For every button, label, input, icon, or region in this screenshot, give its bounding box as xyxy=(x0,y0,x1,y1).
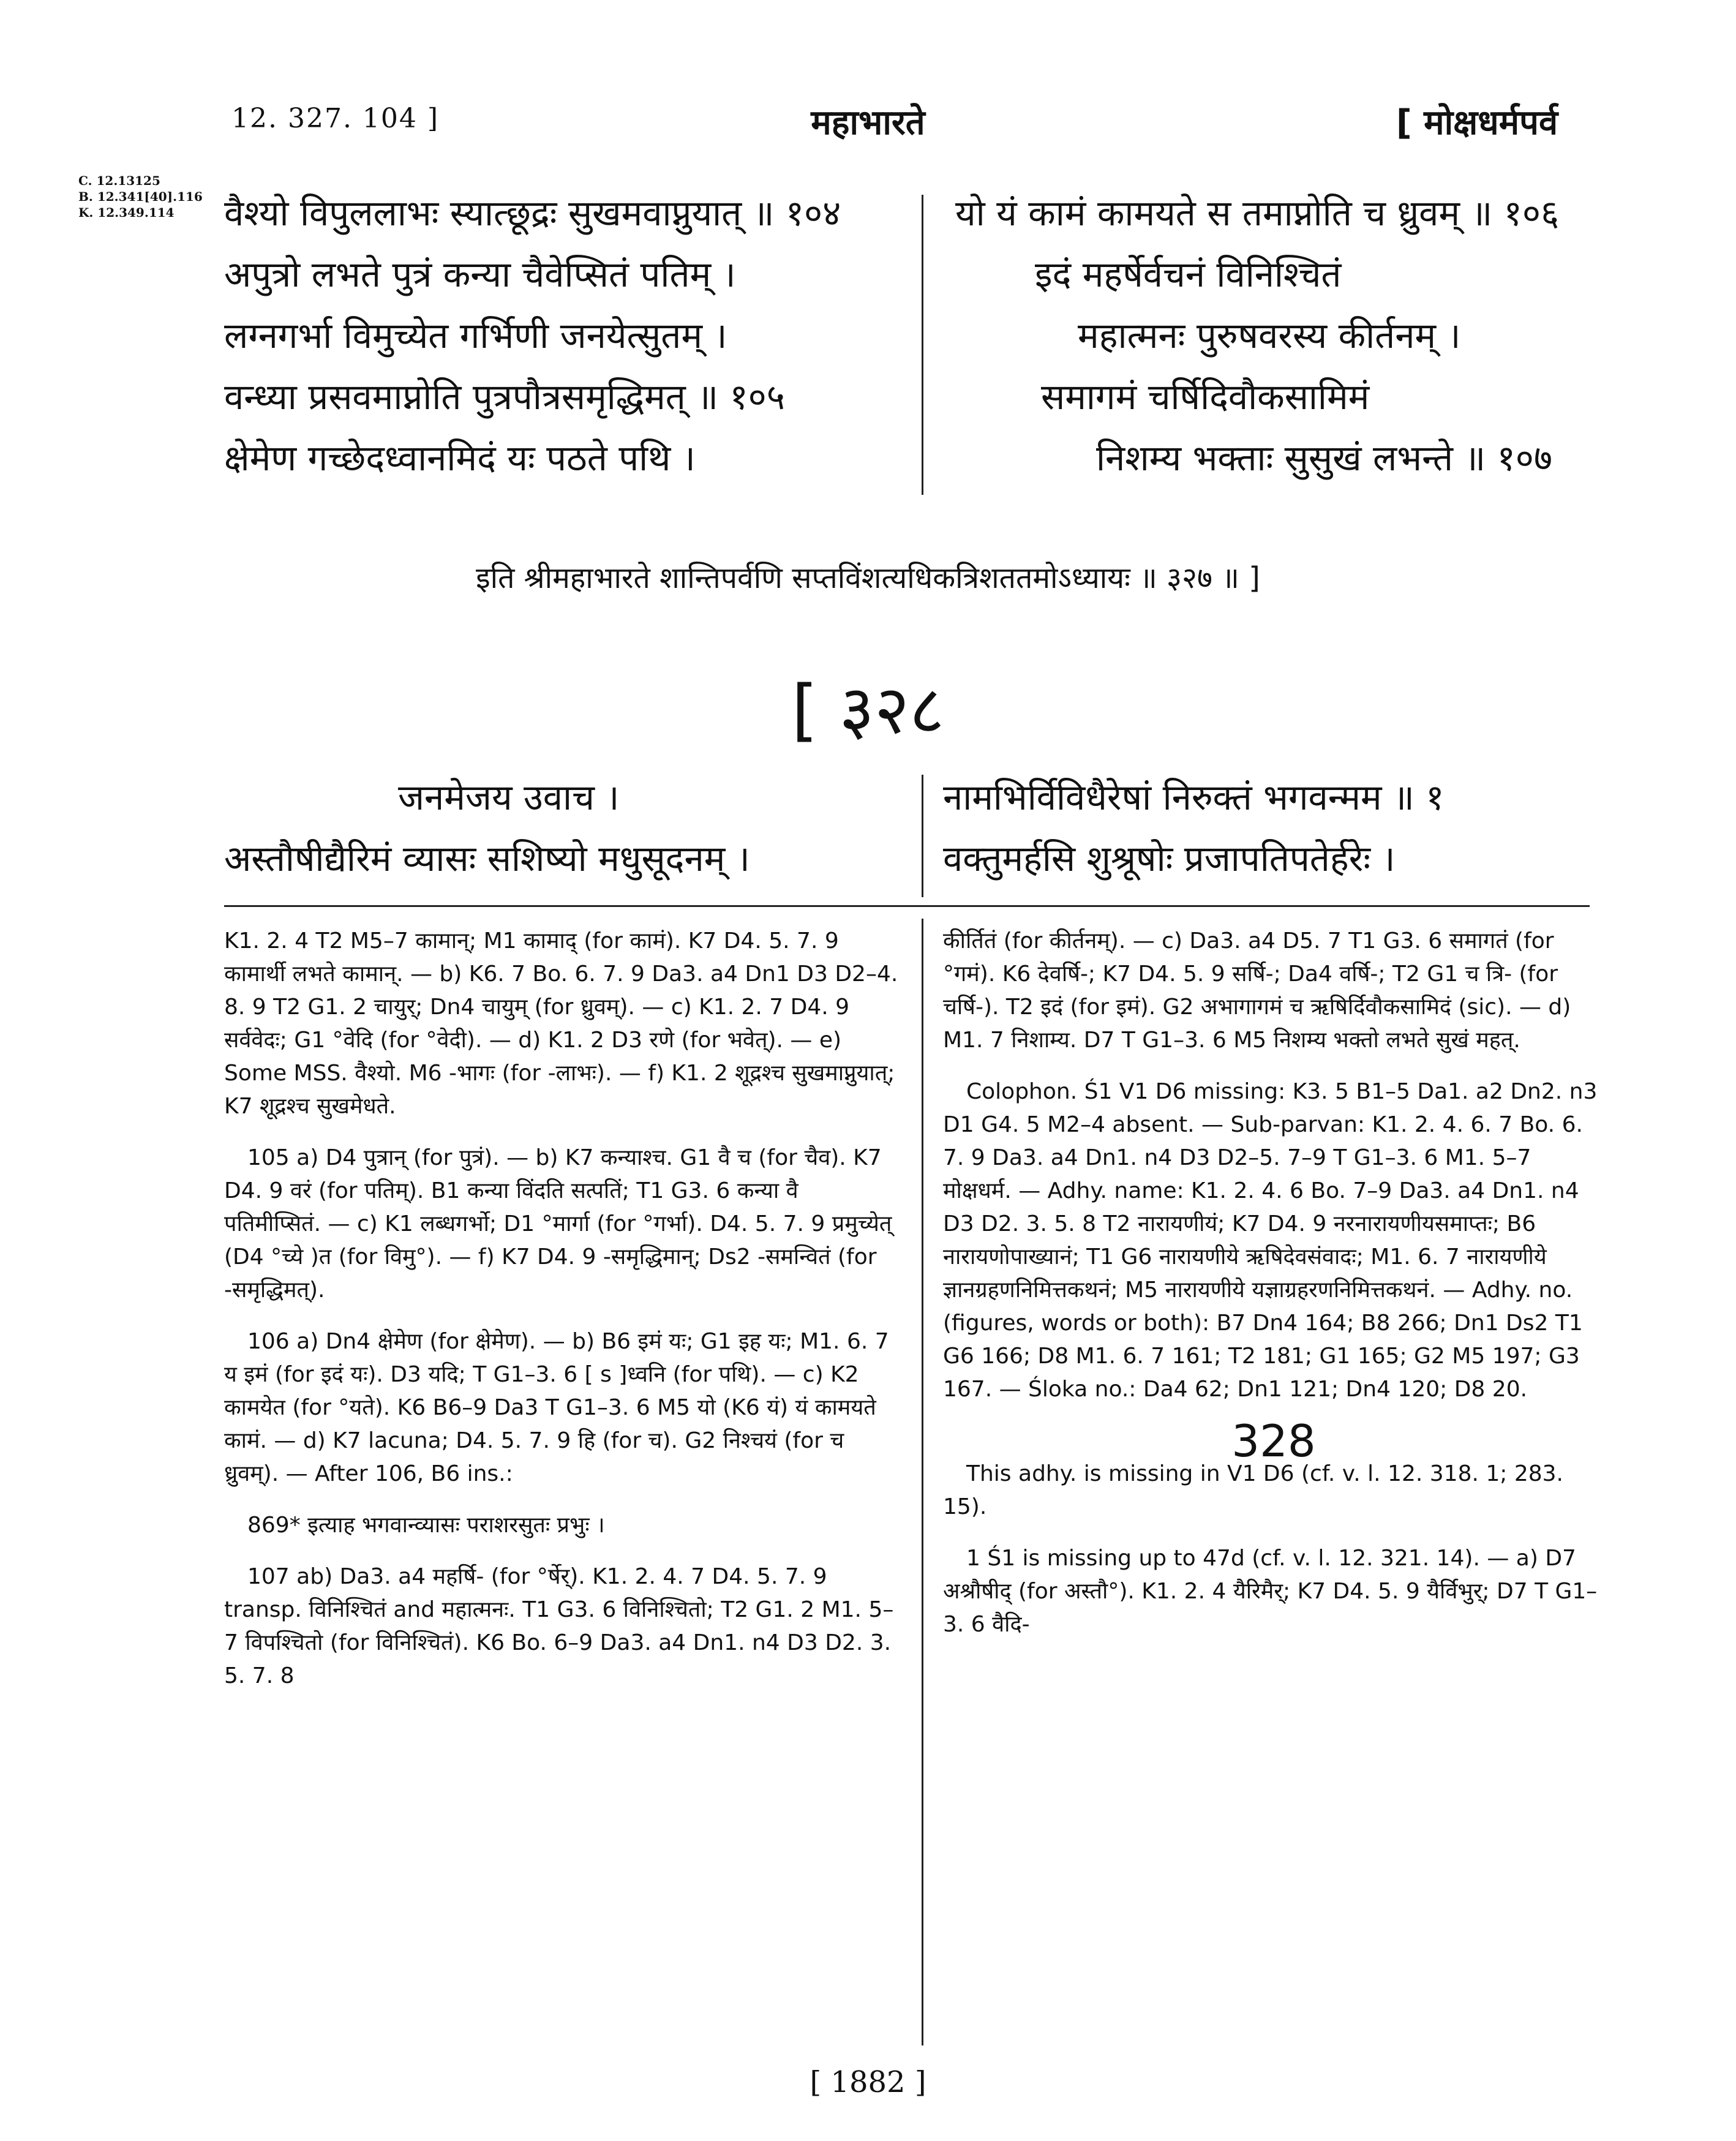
speaker-line: जनमेजय उवाच । xyxy=(398,777,620,818)
chapter-heading: [ ३२८ xyxy=(791,671,945,749)
verse-line: वक्तुमर्हसि शुश्रूषोः प्रजापतिपतेर्हरेः । xyxy=(943,838,1396,879)
concordance-ref: C. 12.13125 xyxy=(78,173,160,188)
verse-line: क्षेमेण गच्छेदध्वानमिदं यः पठते पथि । xyxy=(224,437,696,479)
verse-line: यो यं कामं कामयते स तमाप्नोति च ध्रुवम् ॥ १०६ xyxy=(955,192,1560,234)
verse-line: इदं महर्षेर्वचनं विनिश्चितं xyxy=(1035,254,1342,295)
page-number: [ 1882 ] xyxy=(810,2065,926,2099)
page-header-reference: 12. 327. 104 ] xyxy=(231,103,440,134)
apparatus-note: कीर्तितं (for कीर्तनम्). — c) Da3. a4 D5. 7 T1 G3. 6 समागतं (for °गमं). K6 देवर्षि-; K7 D4. 5. 9 सर्षि-; Da4 वर्षि-; T2 G1 च त्रि- (for चर्षि-). T2 इदं (for इमं). G2 अभागागमं च ऋषिर्दिवौकसामिदं (sic). — d) M1. 7 निशाम्य. D7 T G1–3. 6 M5 निशम्य भक्तो लभते सुखं महत्. xyxy=(943,928,1571,1053)
verse-line: अस्तौषीद्यैरिमं व्यासः सशिष्यो मधुसूदनम् । xyxy=(224,838,750,879)
verse-line: नामभिर्विविधैरेषां निरुक्तं भगवन्मम ॥ १ xyxy=(943,777,1445,818)
verse-line: निशम्य भक्ताः सुसुखं लभन्ते ॥ १०७ xyxy=(1096,437,1553,479)
page-header-parvan: [ मोक्षधर्मपर्व xyxy=(1396,103,1558,143)
column-divider xyxy=(922,195,923,495)
verse-line: वैश्यो विपुललाभः स्यात्छूद्रः सुखमवाप्नुयात् ॥ १०४ xyxy=(224,192,841,234)
apparatus-note: K1. 2. 4 T2 M5–7 कामान्; M1 कामाद् (for कामं). K7 D4. 5. 7. 9 कामार्थी लभते कामान्. — b) K6. 7 Bo. 6. 7. 9 Da3. a4 Dn1 D3 D2–4. 8. 9 T2 G1. 2 चायुर्; Dn4 चायुम् (for ध्रुवम्). — c) K1. 2. 7 D4. 9 सर्ववेदः; G1 °वेदि (for °वेदी). — d) K1. 2 D3 रणे (for भवेत्). — e) Some MSS. वैश्यो. M6 -भागः (for -लाभः). — f) K1. 2 शूद्रश्च सुखमाप्नुयात्; K7 शूद्रश्च सुखमेधते. xyxy=(224,928,898,1119)
verse-line: महात्मनः पुरुषवरस्य कीर्तनम् । xyxy=(1078,315,1461,356)
apparatus-divider xyxy=(922,919,923,2045)
verse-line: लग्नगर्भा विमुच्येत गर्भिणी जनयेत्सुतम् । xyxy=(224,315,727,356)
verse-line: वन्ध्या प्रसवमाप्नोति पुत्रपौत्रसमृद्धिमत् ॥ १०५ xyxy=(224,376,785,418)
apparatus-note: 869* इत्याह भगवान्व्यासः पराशरसुतः प्रभुः । xyxy=(247,1513,605,1538)
apparatus-right xyxy=(943,925,1604,1660)
apparatus-separator xyxy=(224,905,1590,907)
apparatus-note: 1 Ś1 is missing up to 47d (cf. v. l. 12. 321. 14). — a) D7 अश्रौषीद् (for अस्तौ°). K1. 2. 4 यैरिमैर्; K7 D4. 5. 9 यैर्विभुर्; D7 T G1–3. 6 वैदि- xyxy=(943,1546,1598,1637)
page-header-title: महाभारते xyxy=(811,103,925,143)
section-number: 328 xyxy=(1231,1415,1316,1467)
concordance-refs xyxy=(78,173,203,220)
column-divider xyxy=(922,775,923,897)
apparatus-note: 105 a) D4 पुत्रान् (for पुत्रं). — b) K7 कन्याश्च. G1 वै च (for चैव). K7 D4. 9 वरं (for पतिम्). B1 कन्या विंदति सत्पतिं; T1 G3. 6 कन्या वै पतिमीप्सितं. — c) K1 लब्धगर्भो; D1 °मार्गा (for °गर्भा). D4. 5. 7. 9 प्रमुच्येत् (D4 °च्ये )त (for विमु°). — f) K7 D4. 9 -समृद्धिमान्; Ds2 -समन्वितं (for -समृद्धिमत्). xyxy=(224,1145,892,1303)
apparatus-note: Colophon. Ś1 V1 D6 missing: K3. 5 B1–5 Da1. a2 Dn2. n3 D1 G4. 5 M2–4 absent. — Sub-parvan: K1. 2. 4. 6. 7 Bo. 6. 7. 9 Da3. a4 Dn1. n4 D3 D2–5. 7–9 T G1–3. 6 M1. 5–7 मोक्षधर्म. — Adhy. name: K1. 2. 4. 6 Bo. 7–9 Da3. a4 Dn1. n4 D3 D2. 3. 5. 8 T2 नारायणीयं; K7 D4. 9 नरनारायणीयसमाप्तः; B6 नारायणोपाख्यानं; T1 G6 नारायणीये ऋषिदेवसंवादः; M1. 6. 7 नारायणीये ज्ञानग्रहणनिमित्तकथनं; M5 नारायणीये यज्ञाग्रहरणनिमित्तकथनं. — Adhy. no. (figures, words or both): B7 Dn4 164; B8 266; Dn1 Ds2 T1 G6 166; D8 M1. 6. 7 161; T2 181; G1 165; G2 M5 197; G3 167. — Śloka no.: Da4 62; Dn1 121; Dn4 120; D8 20. xyxy=(943,1079,1598,1402)
apparatus-note: 107 ab) Da3. a4 महर्षि- (for °र्षेर्). K1. 2. 4. 7 D4. 5. 7. 9 transp. विनिश्चितं and महात्मनः. T1 G3. 6 विनिश्चितो; T2 G1. 2 M1. 5–7 विपश्चितो (for विनिश्चितं). K6 Bo. 6–9 Da3. a4 Dn1. n4 D3 D2. 3. 5. 7. 8 xyxy=(224,1564,894,1688)
apparatus-note: This adhy. is missing in V1 D6 (cf. v. l. 12. 318. 1; 283. 15). xyxy=(943,1461,1563,1519)
concordance-ref: K. 12.349.114 xyxy=(78,205,175,220)
concordance-ref: B. 12.341[40].116 xyxy=(78,189,203,204)
verse-line: अपुत्रो लभते पुत्रं कन्या चैवेप्सितं पतिम् । xyxy=(224,254,736,295)
apparatus-note: 106 a) Dn4 क्षेमेण (for क्षेमेण). — b) B6 इमं यः; G1 इह यः; M1. 6. 7 य इमं (for इदं यः). D3 यदि; T G1–3. 6 [ s ]ध्वनि (for पथि). — c) K2 कामयेत (for °यते). K6 B6–9 Da3 T G1–3. 6 M5 यो (K6 यं) यं कामयते कामं. — d) K7 lacuna; D4. 5. 7. 9 हि (for च). G2 निश्चयं (for च ध्रुवम्). — After 106, B6 ins.: xyxy=(224,1329,889,1486)
verse-line: समागमं चर्षिदिवौकसामिमं xyxy=(1041,376,1370,418)
apparatus-left xyxy=(224,925,901,1711)
chapter-colophon: इति श्रीमहाभारते शान्तिपर्वणि सप्तविंशत्यधिकत्रिशततमोऽध्यायः ॥ ३२७ ॥ ] xyxy=(476,561,1260,595)
